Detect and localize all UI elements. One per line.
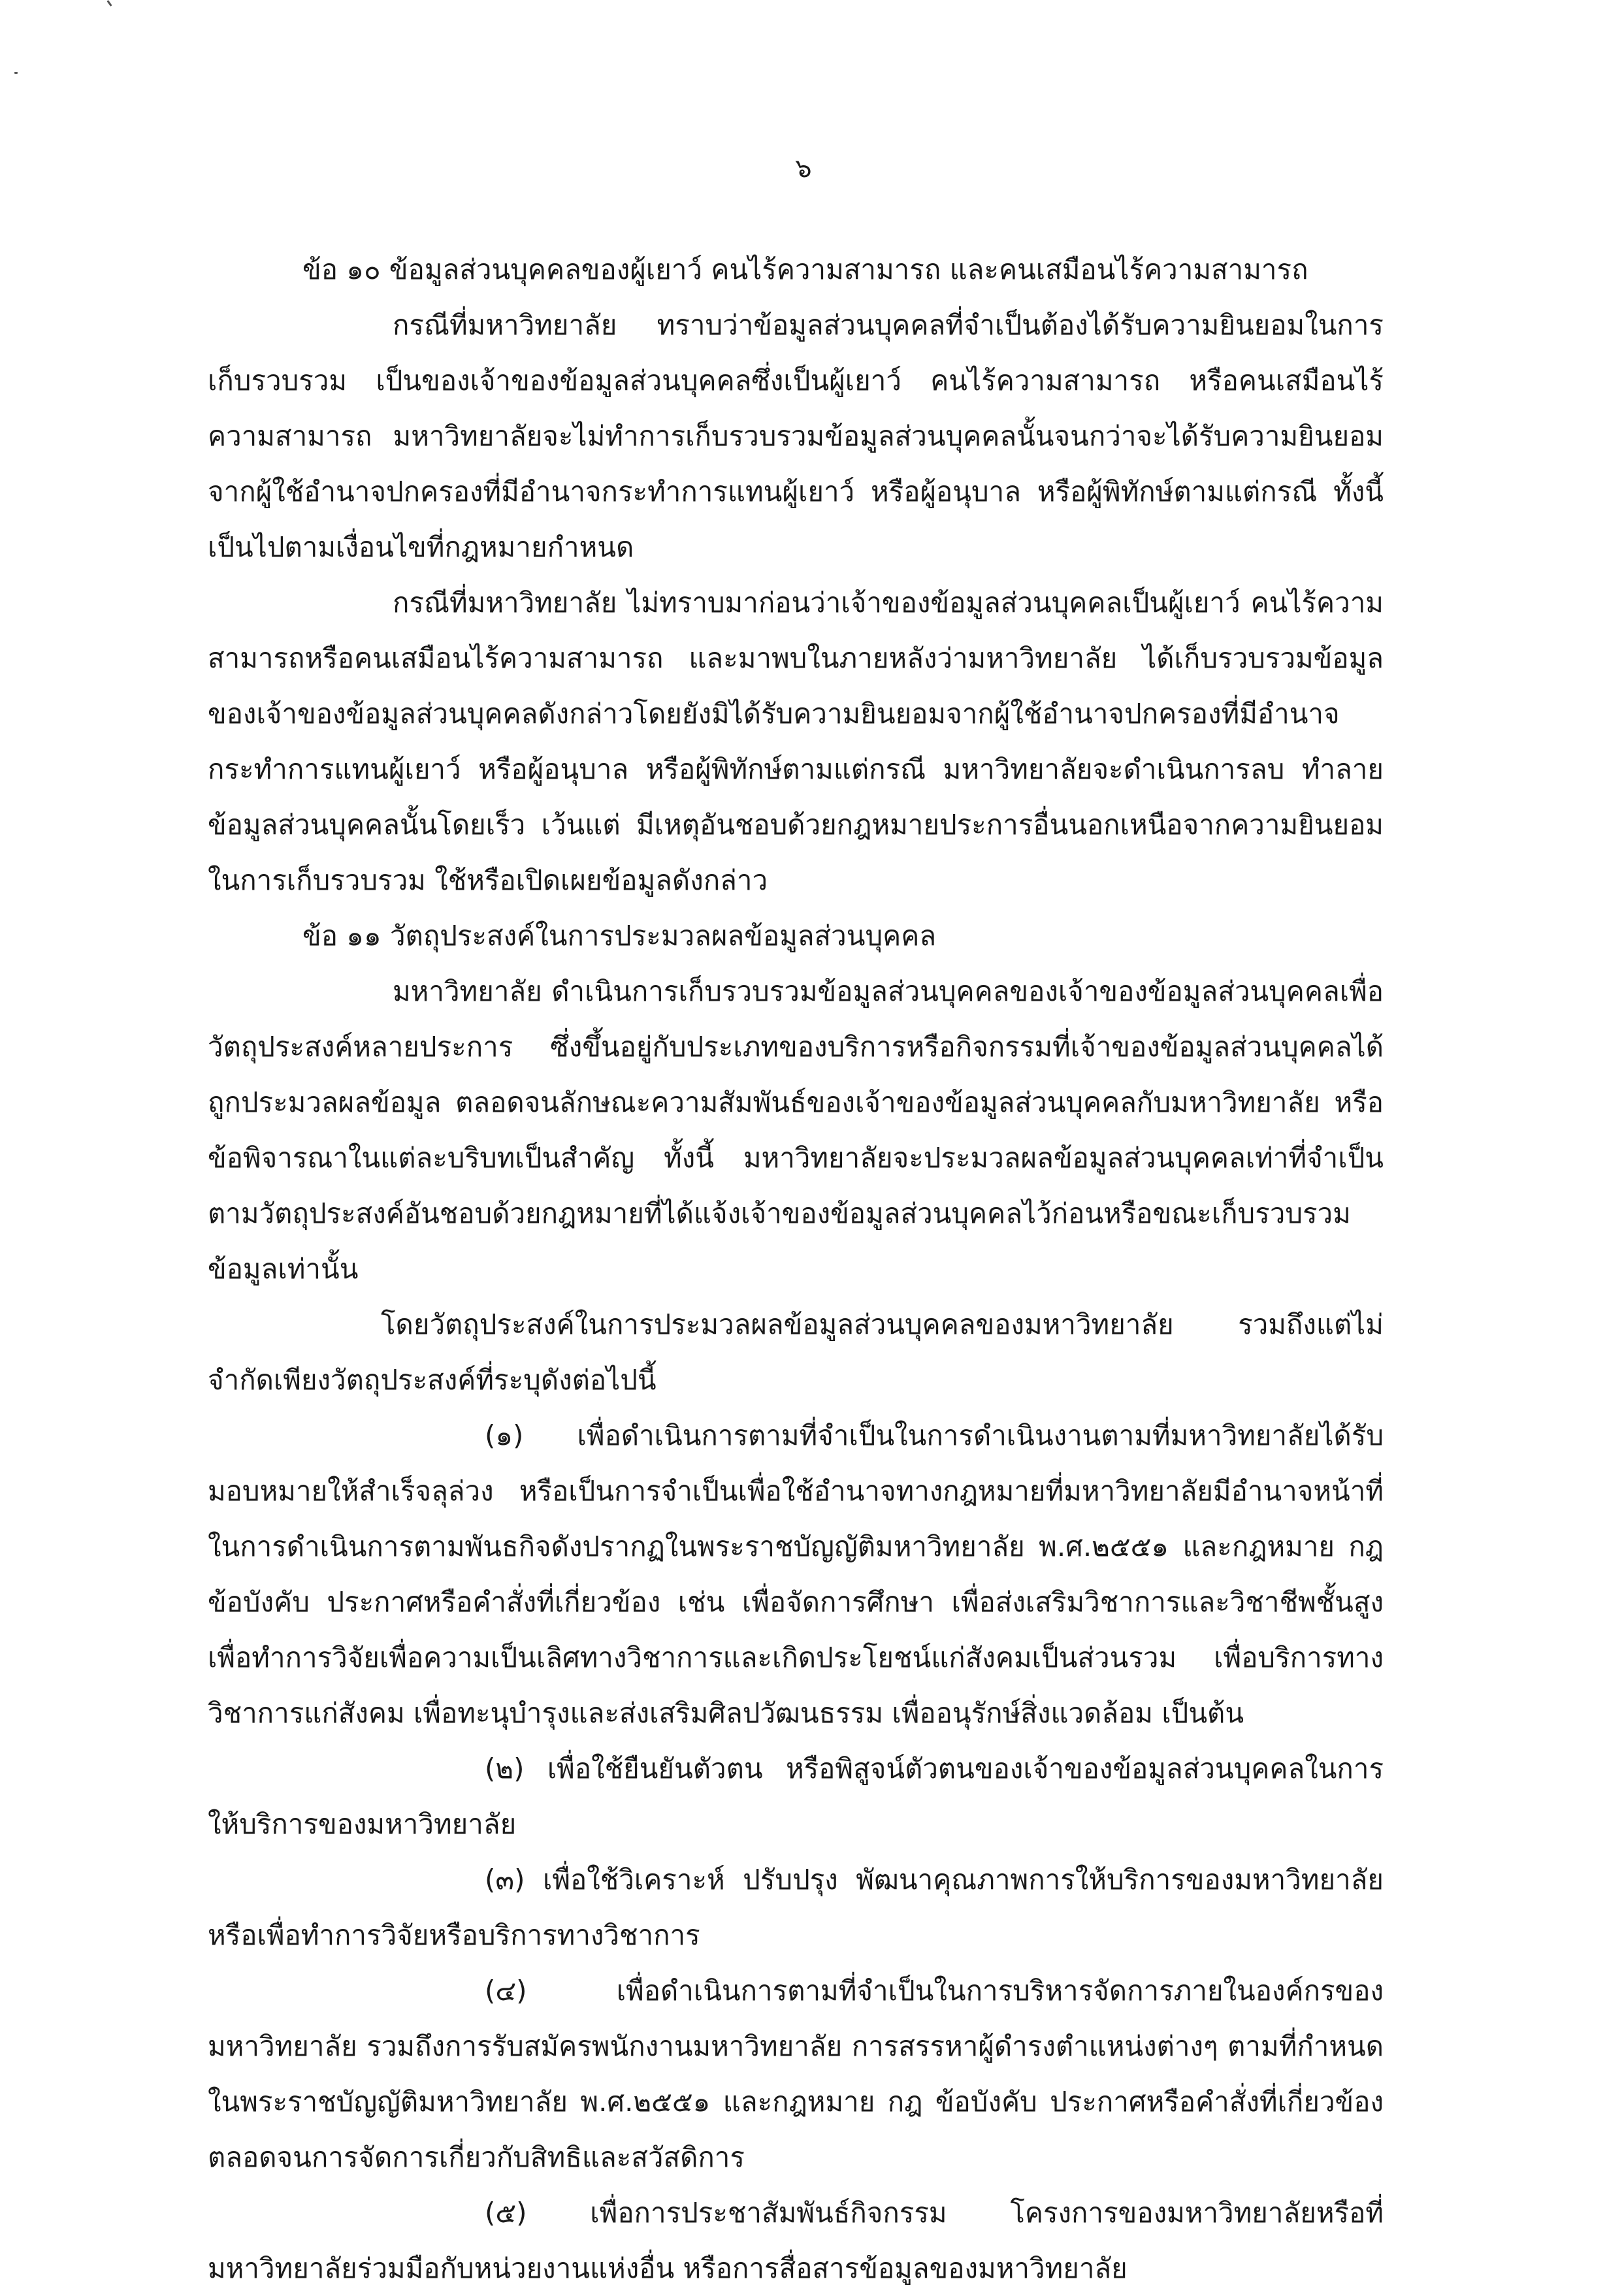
clause-10-paragraph-1: กรณีที่มหาวิทยาลัย ทราบว่าข้อมูลส่วนบุคคลที่จำเป็นต้องได้รับความยินยอมในการเก็บรวบรวม เป็นของเจ้าของข้อมูลส่วนบุคคลซึ่งเป็นผู้เยาว์ คนไร้ความสามารถ หรือคนเสมือนไร้ความสามารถ มหาวิทยาลัยจะไม่ทำการเก็บรวบรวมข้อมูลส่วนบุคคลนั้นจนกว่าจะได้รับความยินยอมจากผู้ใช้อำนาจปกครองที่มีอำนาจกระทำการแทนผู้เยาว์ หรือผู้อนุบาล หรือผู้พิทักษ์ตามแต่กรณี ทั้งนี้ เป็นไปตามเงื่อนไขที่กฎหมายกำหนด (208, 309, 1384, 563)
clause-11-paragraph-1: มหาวิทยาลัย ดำเนินการเก็บรวบรวมข้อมูลส่วนบุคคลของเจ้าของข้อมูลส่วนบุคคลเพื่อวัตถุประสงค์หลายประการ ซึ่งขึ้นอยู่กับประเภทของบริการหรือกิจกรรมที่เจ้าของข้อมูลส่วนบุคคลได้ถูกประมวลผลข้อมูล ตลอดจนลักษณะความสัมพันธ์ของเจ้าของข้อมูลส่วนบุคคลกับมหาวิทยาลัย หรือข้อพิจารณาในแต่ละบริบทเป็นสำคัญ ทั้งนี้ มหาวิทยาลัยจะประมวลผลข้อมูลส่วนบุคคลเท่าที่จำเป็นตามวัตถุประสงค์อันชอบด้วยกฎหมายที่ได้แจ้งเจ้าของข้อมูลส่วนบุคคลไว้ก่อนหรือขณะเก็บรวบรวมข้อมูลเท่านั้น (208, 975, 1384, 1285)
purpose-item-5: (๕) เพื่อการประชาสัมพันธ์กิจกรรม โครงการของมหาวิทยาลัยหรือที่มหาวิทยาลัยร่วมมือกับหน่วยงานแห่งอื่น หรือการสื่อสารข้อมูลของมหาวิทยาลัย (208, 2197, 1384, 2284)
scan-speck-left (14, 72, 18, 74)
clause-10-paragraph-2: กรณีที่มหาวิทยาลัย ไม่ทราบมาก่อนว่าเจ้าของข้อมูลส่วนบุคคลเป็นผู้เยาว์ คนไร้ความสามารถหรือคนเสมือนไร้ความสามารถ และมาพบในภายหลังว่ามหาวิทยาลัย ได้เก็บรวบรวมข้อมูลของเจ้าของข้อมูลส่วนบุคคลดังกล่าวโดยยังมิได้รับความยินยอมจากผู้ใช้อำนาจปกครองที่มีอำนาจกระทำการแทนผู้เยาว์ หรือผู้อนุบาล หรือผู้พิทักษ์ตามแต่กรณี มหาวิทยาลัยจะดำเนินการลบ ทำลายข้อมูลส่วนบุคคลนั้นโดยเร็ว เว้นแต่ มีเหตุอันชอบด้วยกฎหมายประการอื่นนอกเหนือจากความยินยอมในการเก็บรวบรวม ใช้หรือเปิดเผยข้อมูลดังกล่าว (208, 587, 1384, 896)
purpose-item-4: (๔) เพื่อดำเนินการตามที่จำเป็นในการบริหารจัดการภายในองค์กรของมหาวิทยาลัย รวมถึงการรับสมัครพนักงานมหาวิทยาลัย การสรรหาผู้ดำรงตำแหน่งต่างๆ ตามที่กำหนดในพระราชบัญญัติมหาวิทยาลัย พ.ศ.๒๕๕๑ และกฎหมาย กฎ ข้อบังคับ ประกาศหรือคำสั่งที่เกี่ยวข้อง ตลอดจนการจัดการเกี่ยวกับสิทธิและสวัสดิการ (208, 1975, 1384, 2173)
purpose-item-2: (๒) เพื่อใช้ยืนยันตัวตน หรือพิสูจน์ตัวตนของเจ้าของข้อมูลส่วนบุคคลในการให้บริการของมหาวิทยาลัย (208, 1753, 1384, 1840)
clause-11 (208, 908, 1384, 2296)
clause-10 (208, 242, 1384, 908)
purpose-item-1: (๑) เพื่อดำเนินการตามที่จำเป็นในการดำเนินงานตามที่มหาวิทยาลัยได้รับมอบหมายให้สำเร็จลุล่วง หรือเป็นการจำเป็นเพื่อใช้อำนาจทางกฎหมายที่มหาวิทยาลัยมีอำนาจหน้าที่ในการดำเนินการตามพันธกิจดังปรากฏในพระราชบัญญัติมหาวิทยาลัย พ.ศ.๒๕๕๑ และกฎหมาย กฎ ข้อบังคับ ประกาศหรือคำสั่งที่เกี่ยวข้อง เช่น เพื่อจัดการศึกษา เพื่อส่งเสริมวิชาการและวิชาชีพชั้นสูง เพื่อทำการวิจัยเพื่อความเป็นเลิศทางวิชาการและเกิดประโยชน์แก่สังคมเป็นส่วนรวม เพื่อบริการทางวิชาการแก่สังคม เพื่อทะนุบำรุงและส่งเสริมศิลปวัฒนธรรม เพื่ออนุรักษ์สิ่งแวดล้อม เป็นต้น (208, 1419, 1384, 1729)
document-body (208, 242, 1384, 2296)
page-number: ๖ (795, 154, 812, 184)
clause-11-paragraph-2: โดยวัตถุประสงค์ในการประมวลผลข้อมูลส่วนบุคคลของมหาวิทยาลัย รวมถึงแต่ไม่จำกัดเพียงวัตถุประสงค์ที่ระบุดังต่อไปนี้ (208, 1308, 1384, 1396)
scan-speck-top (106, 0, 112, 7)
clause-11-heading: ข้อ ๑๑ วัตถุประสงค์ในการประมวลผลข้อมูลส่วนบุคคล (302, 920, 937, 952)
purpose-item-3: (๓) เพื่อใช้วิเคราะห์ ปรับปรุง พัฒนาคุณภาพการให้บริการของมหาวิทยาลัย หรือเพื่อทำการวิจัยหรือบริการทางวิชาการ (208, 1864, 1384, 1951)
clause-10-heading: ข้อ ๑๐ ข้อมูลส่วนบุคคลของผู้เยาว์ คนไร้ความสามารถ และคนเสมือนไร้ความสามารถ (302, 253, 1308, 285)
